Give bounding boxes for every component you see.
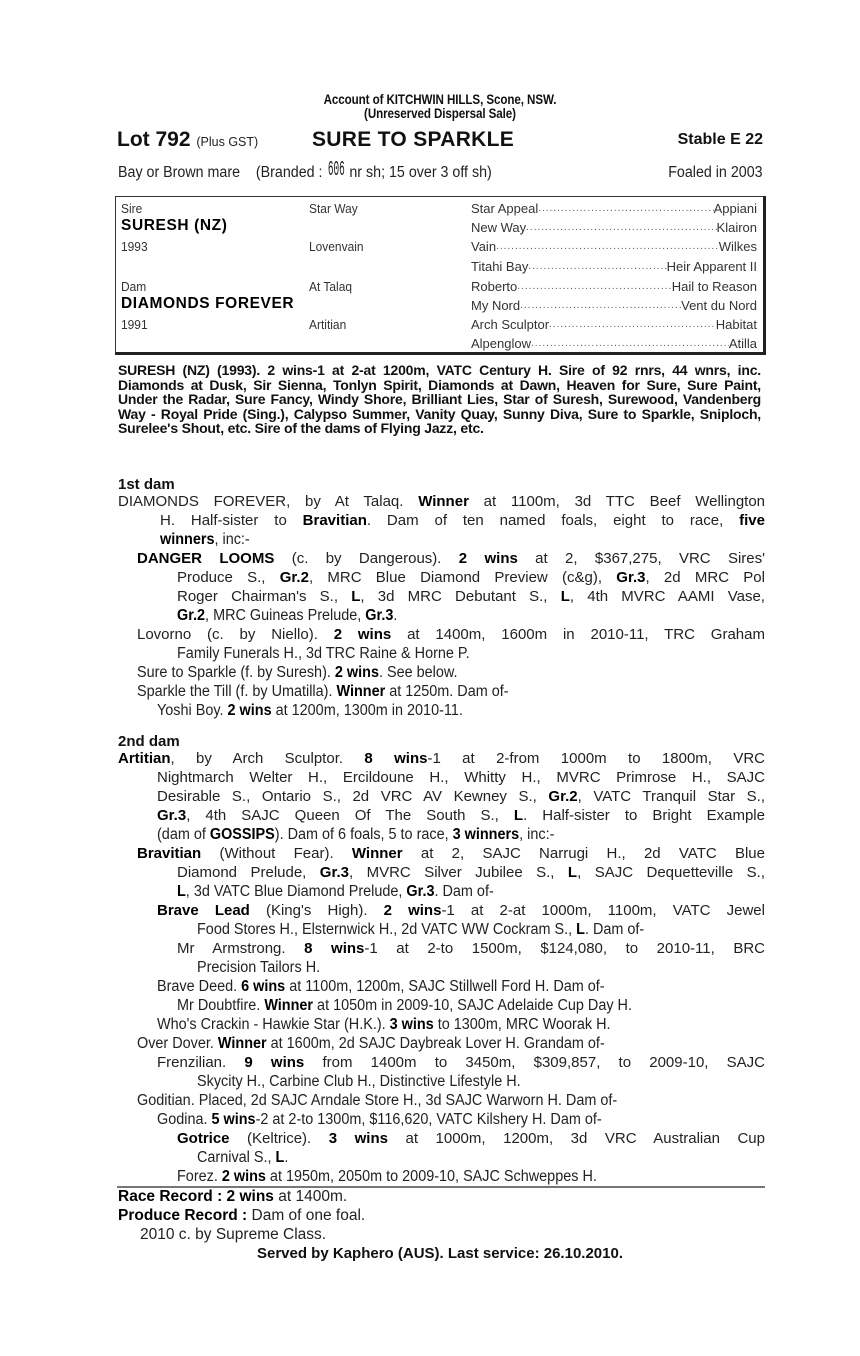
pedigree-line: DIAMONDS FOREVER, by At Talaq. Winner at 1100m, 3d TTC Beef Wellington — [118, 493, 766, 510]
ancestor-row: Star Appeal ..... Appiani — [471, 201, 757, 219]
dam-dam: Artitian — [309, 317, 347, 332]
dam-label: Dam — [121, 279, 147, 294]
ancestor-row: New Way ..... Klairon — [471, 220, 757, 238]
dam-sire: At Talaq — [309, 279, 353, 294]
pedigree-line: Produce S., Gr.2, MRC Blue Diamond Preview (c&g), Gr.3, 2d MRC Pol — [177, 569, 765, 586]
sire-dam: Lovenvain — [309, 239, 364, 254]
pedigree-line: Carnival S., L. — [197, 1149, 289, 1166]
pedigree-line: DANGER LOOMS (c. by Dangerous). 2 wins at 2, $367,275, VRC Sires' — [137, 550, 766, 567]
first-dam-heading: 1st dam — [118, 476, 175, 493]
pedigree-line: Who's Crackin - Hawkie Star (H.K.). 3 wins to 1300m, MRC Woorak H. — [157, 1016, 611, 1033]
pedigree-line: Godina. 5 wins-2 at 2-to 1300m, $116,620, VATC Kilshery H. Dam of- — [157, 1111, 602, 1128]
sire-label: Sire — [121, 201, 143, 216]
produce-record: Produce Record : Dam of one foal. — [118, 1207, 366, 1224]
pedigree-line: Goditian. Placed, 2d SAJC Arndale Store H., 3d SAJC Warworn H. Dam of- — [137, 1092, 618, 1109]
pedigree-line: Forez. 2 wins at 1950m, 2050m to 2009-10, SAJC Schweppes H. — [177, 1168, 597, 1185]
stable-location: Stable E 22 — [677, 131, 763, 148]
gst-note: (Plus GST) — [196, 135, 259, 149]
pedigree-line: (dam of GOSSIPS). Dam of 6 foals, 5 to race, 3 winners, inc:- — [157, 826, 555, 843]
horse-name: SURE TO SPARKLE — [312, 128, 515, 151]
pedigree-line: Bravitian (Without Fear). Winner at 2, SAJC Narrugi H., 2d VATC Blue — [137, 845, 765, 862]
ancestor-row: Alpenglow ..... Atilla — [471, 336, 757, 354]
pedigree-line: Gr.2, MRC Guineas Prelude, Gr.3. — [177, 607, 398, 624]
ancestor-row: Titahi Bay ..... Heir Apparent II — [471, 259, 757, 277]
lot-number: Lot 792 (Plus GST) — [117, 128, 259, 151]
pedigree-line: winners, inc:- — [160, 531, 250, 548]
pedigree-line: Frenzilian. 9 wins from 1400m to 3450m, $309,857, to 2009-10, SAJC — [157, 1054, 765, 1071]
pedigree-line: Gr.3, 4th SAJC Queen Of The South S., L. Half-sister to Bright Example — [157, 807, 765, 824]
pedigree-line: Roger Chairman's S., L, 3d MRC Debutant S., L, 4th MVRC AAMI Vase, — [177, 588, 765, 605]
lot-header — [117, 128, 765, 154]
pedigree-line: H. Half-sister to Bravitian. Dam of ten named foals, eight to race, five — [160, 512, 765, 529]
pedigree-line: Brave Lead (King's High). 2 wins-1 at 2-at 1000m, 1100m, VATC Jewel — [157, 902, 765, 919]
service-note: Served by Kaphero (AUS). Last service: 26.10.2010. — [256, 1245, 623, 1262]
account-line: Account of KITCHWIN HILLS, Scone, NSW. — [323, 92, 557, 107]
pedigree-table — [115, 196, 766, 355]
ancestor-row: Vain ..... Wilkes — [471, 239, 757, 257]
ancestor-row: Roberto ..... Hail to Reason — [471, 279, 757, 297]
sire-year: 1993 — [121, 239, 148, 254]
brand-mark: 606 — [327, 158, 345, 183]
ancestor-row: My Nord ..... Vent du Nord — [471, 298, 757, 316]
pedigree-line: Brave Deed. 6 wins at 1100m, 1200m, SAJC Stillwell Ford H. Dam of- — [157, 978, 605, 995]
vendor-account — [161, 93, 720, 121]
pedigree-line: L, 3d VATC Blue Diamond Prelude, Gr.3. Dam of- — [177, 883, 494, 900]
pedigree-line: Diamond Prelude, Gr.3, MVRC Silver Jubilee S., L, SAJC Dequetteville S., — [177, 864, 765, 881]
foaled-year: Foaled in 2003 — [668, 164, 763, 181]
sale-type: (Unreserved Dispersal Sale) — [364, 106, 516, 121]
pedigree-line: Mr Armstrong. 8 wins-1 at 2-to 1500m, $124,080, to 2010-11, BRC — [177, 940, 765, 957]
pedigree-line: Yoshi Boy. 2 wins at 1200m, 1300m in 2010-11. — [157, 702, 463, 719]
pedigree-line: Sure to Sparkle (f. by Suresh). 2 wins. See below. — [137, 664, 458, 681]
dam-year: 1991 — [121, 317, 148, 332]
ancestor-row: Arch Sculptor ..... Habitat — [471, 317, 757, 335]
pedigree-line: Gotrice (Keltrice). 3 wins at 1000m, 1200m, 3d VRC Australian Cup — [177, 1130, 765, 1147]
pedigree-line: Artitian, by Arch Sculptor. 8 wins-1 at 2-from 1000m to 1800m, VRC — [118, 750, 765, 767]
sire-name: SURESH (NZ) — [121, 217, 228, 234]
pedigree-line: Nightmarch Welter H., Ercildoune H., Whitty H., MVRC Primrose H., SAJC — [157, 769, 765, 786]
produce-item: 2010 c. by Supreme Class. — [140, 1226, 327, 1243]
dam-name: DIAMONDS FOREVER — [121, 295, 295, 312]
pedigree-line: Over Dover. Winner at 1600m, 2d SAJC Daybreak Lover H. Grandam of- — [137, 1035, 605, 1052]
pedigree-line: Mr Doubtfire. Winner at 1050m in 2009-10, SAJC Adelaide Cup Day H. — [177, 997, 632, 1014]
sire-sire: Star Way — [309, 201, 358, 216]
pedigree-line: Precision Tailors H. — [197, 959, 321, 976]
pedigree-line: Lovorno (c. by Niello). 2 wins at 1400m, 1600m in 2010-11, TRC Graham — [137, 626, 765, 643]
horse-description: Bay or Brown mare (Branded : 606 nr sh; 15 over 3 off sh) — [118, 158, 492, 183]
pedigree-line: Desirable S., Ontario S., 2d VRC AV Kewney S., Gr.2, VATC Tranquil Star S., — [157, 788, 765, 805]
pedigree-line: Sparkle the Till (f. by Umatilla). Winner at 1250m. Dam of- — [137, 683, 509, 700]
pedigree-line: Food Stores H., Elsternwick H., 2d VATC WW Cockram S., L. Dam of- — [197, 921, 645, 938]
pedigree-line: Skycity H., Carbine Club H., Distinctive Lifestyle H. — [197, 1073, 521, 1090]
sire-summary: SURESH (NZ) (1993). 2 wins-1 at 2-at 1200m, VATC Century H. Sire of 92 rnrs, 44 wnrs, inc. Diamonds at Dusk, Sir Sienna, Tonlyn Spirit, Diamonds at Dawn, Heaven for Sure, Sure Paint, Under the Radar, Sure Fancy, Windy Shore, Brilliant Lies, Star of Suresh, Surewood, Vandenberg Way - Royal Pride (Sing.), Calypso Summer, Vanity Quay, Sunny Diva, Sure to Sparkle, Sniploch, Surelee's Shout, etc. Sire of the dams of Flying Jazz, etc. — [118, 362, 761, 436]
race-record: Race Record : 2 wins at 1400m. — [118, 1188, 348, 1205]
pedigree-line: Family Funerals H., 3d TRC Raine & Horne P. — [177, 645, 470, 662]
second-dam-heading: 2nd dam — [118, 733, 180, 750]
